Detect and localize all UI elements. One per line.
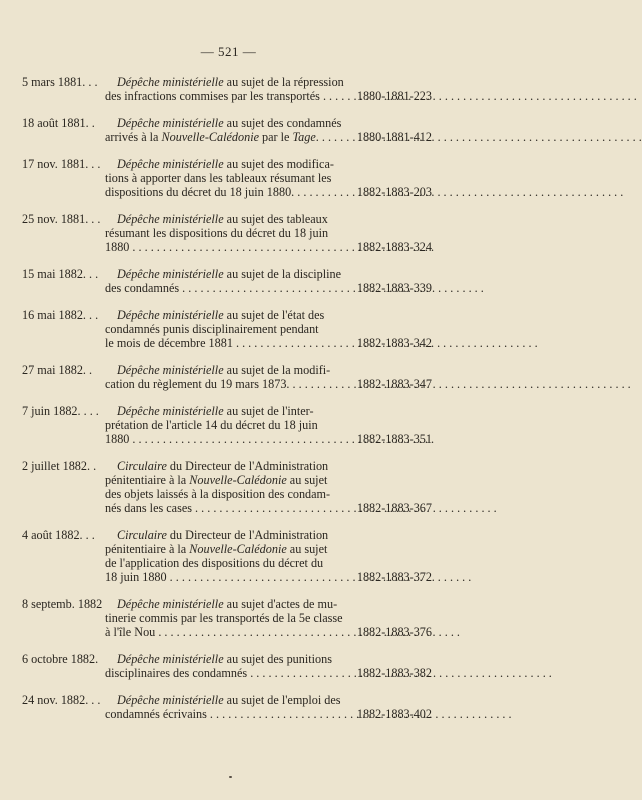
line-text: au sujet de l'état des — [223, 308, 325, 322]
description-line — [105, 666, 325, 680]
entry-date: 5 mars 1881. . . — [22, 75, 98, 89]
entry-date: 27 mai 1882. . — [22, 363, 93, 377]
entry-row — [0, 528, 457, 584]
description-line — [105, 226, 329, 240]
line-text: des condamnés — [105, 281, 180, 295]
description-line — [105, 501, 325, 515]
italic-text: Dépêche ministérielle — [117, 308, 224, 322]
entry-date: 24 nov. 1882. . . — [22, 693, 101, 707]
entry-row — [0, 597, 457, 639]
description-line — [105, 89, 333, 103]
description-line — [105, 116, 342, 130]
line-text: des infractions commises par les transportés . . — [105, 89, 333, 103]
description-line — [105, 75, 344, 89]
line-text: au sujet — [286, 473, 328, 487]
line-text: nés dans les cases — [105, 501, 192, 515]
italic-text: Nouvelle-Calédonie — [161, 130, 259, 144]
entry-date: 8 septemb. 1882 — [22, 597, 103, 611]
entry-description — [105, 267, 342, 295]
description-line — [105, 542, 328, 556]
page-speck — [229, 776, 232, 778]
entry-reference: 1882-1883-324 — [356, 240, 432, 254]
entry-description — [105, 404, 325, 446]
entry-date: 2 juillet 1882. . — [22, 459, 97, 473]
line-text: le mois de décembre 1881 — [105, 336, 233, 350]
italic-text: Dépêche ministérielle — [117, 404, 224, 418]
line-text: résumant les dispositions du décret du 18 juin — [105, 226, 329, 240]
description-line — [105, 171, 332, 185]
description-line — [105, 473, 328, 487]
entry-row — [0, 212, 457, 254]
description-line — [105, 556, 325, 570]
entry-reference: 1882-1883-351 — [356, 432, 432, 446]
italic-text: Dépêche ministérielle — [117, 363, 224, 377]
description-line — [105, 157, 334, 171]
line-text: de l'application des dispositions du décret du — [105, 556, 324, 570]
description-line — [105, 377, 325, 391]
description-line — [105, 707, 325, 721]
entry-description — [105, 693, 341, 721]
italic-text: Circulaire — [117, 528, 167, 542]
line-text: 1880 — [105, 432, 130, 446]
line-text: disciplinaires des condamnés — [105, 666, 248, 680]
description-line — [105, 240, 325, 254]
entry-reference: 1880-1881-412 — [356, 130, 432, 144]
italic-text: Nouvelle-Calédonie — [189, 473, 287, 487]
entry-reference: 1882-1883-402 — [356, 707, 432, 721]
line-text: au sujet de la répression — [223, 75, 344, 89]
entry-row — [0, 267, 457, 295]
italic-text: Dépêche ministérielle — [117, 75, 224, 89]
description-line — [105, 459, 329, 473]
line-text: au sujet d'actes de mu- — [223, 597, 338, 611]
entry-row — [0, 652, 457, 680]
description-line — [105, 185, 325, 199]
entry-row — [0, 116, 457, 144]
entry-row — [0, 363, 457, 391]
line-text: arrivés à la — [105, 130, 162, 144]
line-text: tions à apporter dans les tableaux résumant les — [105, 171, 332, 185]
description-line — [105, 212, 328, 226]
italic-text: Dépêche ministérielle — [117, 652, 224, 666]
italic-text: Dépêche ministérielle — [117, 116, 224, 130]
description-line — [105, 404, 325, 418]
description-line — [105, 130, 338, 144]
page-number: — 521 — — [200, 44, 257, 59]
entry-date: 15 mai 1882. . . — [22, 267, 99, 281]
entry-date: 6 octobre 1882. — [22, 652, 99, 666]
description-line — [105, 611, 343, 625]
description-line — [105, 308, 325, 322]
description-line — [105, 652, 332, 666]
description-line — [105, 322, 325, 336]
description-line — [105, 267, 342, 281]
description-line — [105, 597, 338, 611]
entry-description — [105, 75, 344, 103]
description-line — [105, 418, 325, 432]
line-text: par le — [259, 130, 293, 144]
line-text: 1880 — [105, 240, 130, 254]
entry-reference: 1882-1883-376 — [356, 625, 432, 639]
entry-reference: 1880-1881-223 — [356, 89, 432, 103]
description-line — [105, 570, 325, 584]
entry-list — [0, 75, 457, 734]
line-text: à l'île Nou — [105, 625, 156, 639]
line-text: au sujet — [286, 542, 328, 556]
entry-description — [105, 597, 343, 639]
entry-reference: 1882-1883-382 — [356, 666, 432, 680]
line-text: prétation de l'article 14 du décret du 18 juin — [105, 418, 318, 432]
entry-description — [105, 308, 325, 350]
line-text: cation du règlement du 19 mars 1873. . . . . . . — [105, 377, 327, 391]
line-text: condamnés écrivains — [105, 707, 207, 721]
entry-date: 25 nov. 1881. . . — [22, 212, 101, 226]
entry-description — [105, 459, 331, 515]
line-text: . . . . — [315, 130, 338, 144]
line-text: du Directeur de l'Administration — [166, 528, 329, 542]
line-text: tinerie commis par les transportés de la 5e classe — [105, 611, 343, 625]
line-text: 18 juin 1880 — [105, 570, 167, 584]
entry-row — [0, 75, 457, 103]
entry-row — [0, 459, 457, 515]
entry-row — [0, 404, 457, 446]
entry-description — [105, 157, 334, 199]
line-text: au sujet des modifica- — [223, 157, 334, 171]
description-line — [105, 528, 329, 542]
line-text: condamnés punis disciplinairement pendant — [105, 322, 319, 336]
entry-date: 7 juin 1882. . . . — [22, 404, 99, 418]
italic-text: Dépêche ministérielle — [117, 597, 224, 611]
line-text: au sujet des punitions — [223, 652, 332, 666]
entry-description — [105, 116, 342, 144]
entry-reference: 1882-1883-367 — [356, 501, 432, 515]
italic-text: Dépêche ministérielle — [117, 157, 224, 171]
entry-reference: 1882-1883-203 — [356, 185, 432, 199]
line-text: du Directeur de l'Administration — [166, 459, 329, 473]
entry-date: 4 août 1882. . . — [22, 528, 95, 542]
entry-row — [0, 308, 457, 350]
line-text: pénitentiaire à la — [105, 473, 190, 487]
line-text: pénitentiaire à la — [105, 542, 190, 556]
line-text: au sujet de la modifi- — [223, 363, 331, 377]
italic-text: Tage — [292, 130, 316, 144]
line-text: au sujet des condamnés — [223, 116, 342, 130]
entry-reference: 1882-1883-347 — [356, 377, 432, 391]
description-line — [105, 693, 341, 707]
line-text: des objets laissés à la disposition des condam- — [105, 487, 331, 501]
line-text: dispositions du décret du 18 juin 1880. . . . . — [105, 185, 319, 199]
description-line — [105, 487, 331, 501]
line-text: au sujet de l'inter- — [223, 404, 314, 418]
description-line — [105, 363, 331, 377]
entry-date: 18 août 1881. . — [22, 116, 95, 130]
line-text: au sujet de l'emploi des — [223, 693, 341, 707]
entry-reference: 1882-1883-342 — [356, 336, 432, 350]
line-text: au sujet de la discipline — [223, 267, 342, 281]
italic-text: Nouvelle-Calédonie — [189, 542, 287, 556]
line-text: au sujet des tableaux — [223, 212, 328, 226]
description-line — [105, 625, 325, 639]
entry-row — [0, 157, 457, 199]
entry-description — [105, 363, 331, 391]
italic-text: Dépêche ministérielle — [117, 212, 224, 226]
entry-reference: 1882-1883-339 — [356, 281, 432, 295]
entry-description — [105, 528, 329, 584]
entry-date: 16 mai 1882. . . — [22, 308, 99, 322]
description-line — [105, 336, 325, 350]
italic-text: Circulaire — [117, 459, 167, 473]
italic-text: Dépêche ministérielle — [117, 693, 224, 707]
entry-description — [105, 652, 332, 680]
entry-reference: 1882-1883-372 — [356, 570, 432, 584]
entry-date: 17 nov. 1881. . . — [22, 157, 101, 171]
entry-row — [0, 693, 457, 721]
description-line — [105, 281, 325, 295]
entry-description — [105, 212, 329, 254]
description-line — [105, 432, 325, 446]
italic-text: Dépêche ministérielle — [117, 267, 224, 281]
